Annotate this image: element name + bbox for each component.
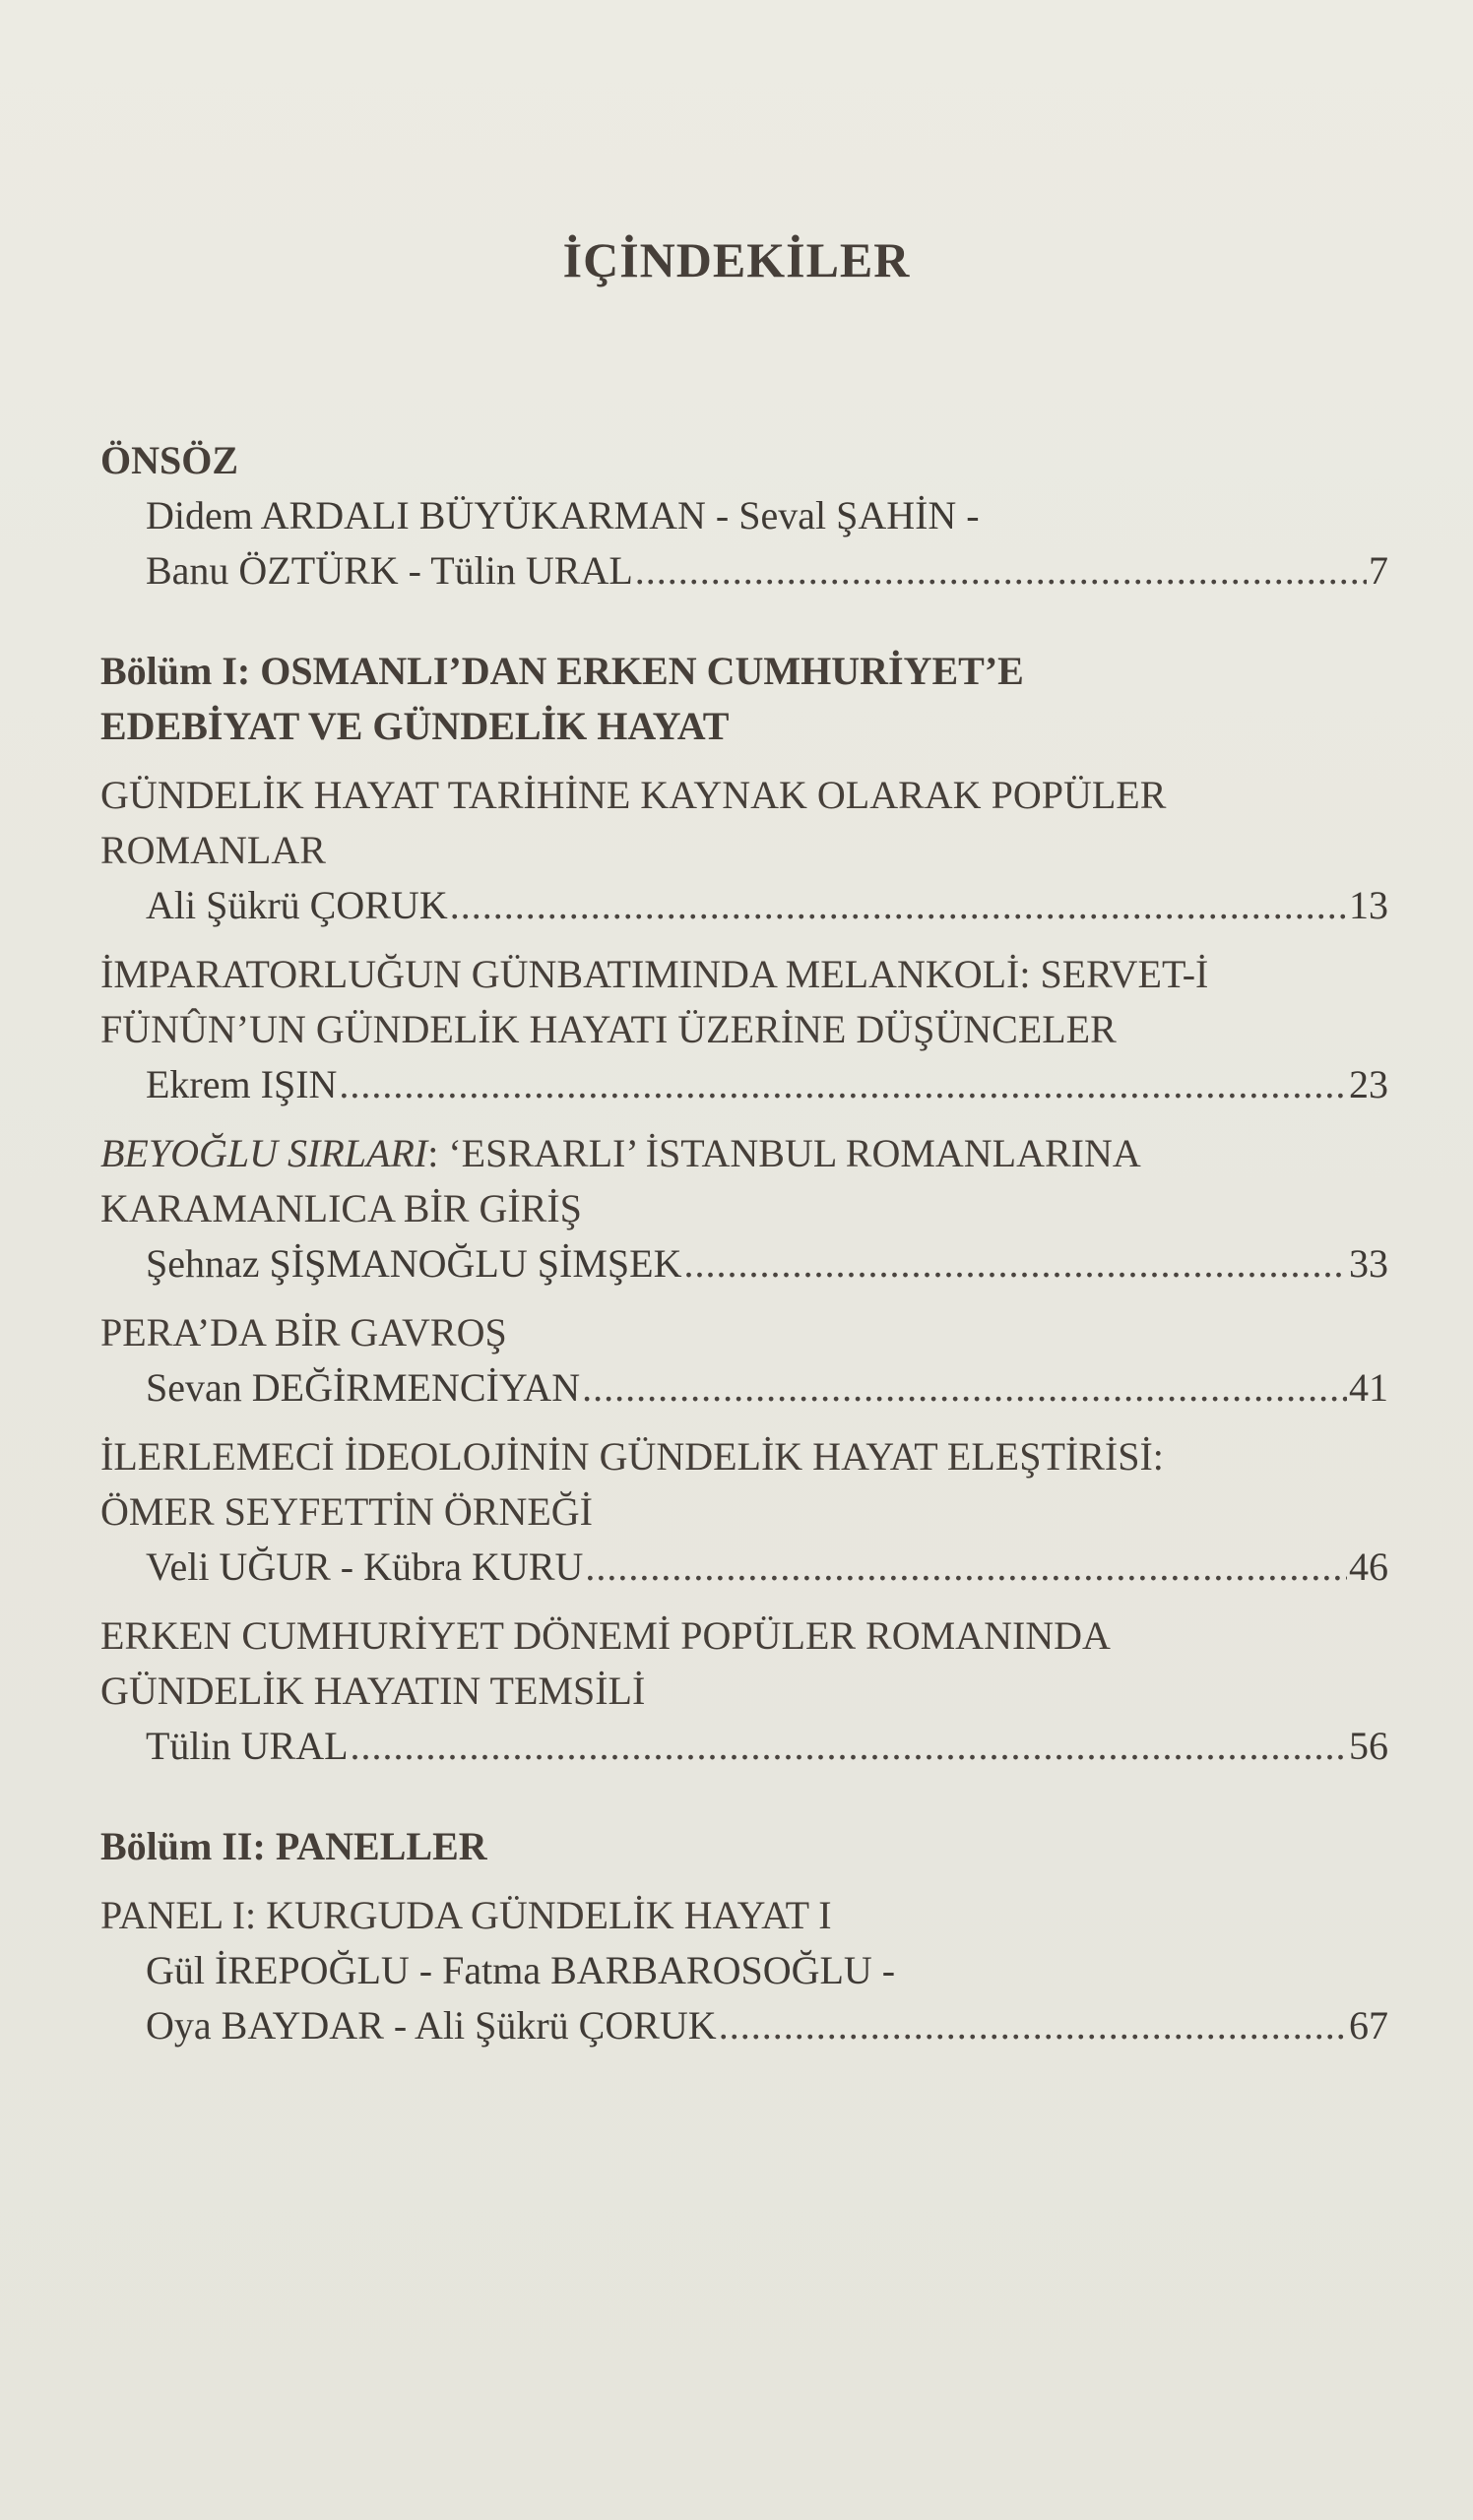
toc-entry-author: Ali Şükrü ÇORUK bbox=[146, 883, 448, 927]
toc-entry-title bbox=[100, 1126, 1388, 1181]
toc-entry-title: GÜNDELİK HAYATIN TEMSİLİ bbox=[100, 1669, 646, 1713]
toc-entry-page-number: 56 bbox=[1349, 1724, 1388, 1768]
page-title: İÇİNDEKİLER bbox=[562, 232, 911, 287]
preface-authors-line-2 bbox=[100, 543, 1388, 598]
toc-entry-title-rest: : ‘ESRARLI’ İSTANBUL ROMANLARINA bbox=[427, 1131, 1141, 1175]
toc-entry-page-number: 41 bbox=[1349, 1365, 1388, 1410]
toc-entry-author: Tülin URAL bbox=[146, 1724, 349, 1768]
toc-entry-author-line bbox=[100, 1236, 1388, 1292]
toc-entry-page-number: 23 bbox=[1349, 1062, 1388, 1106]
toc-entry-author: Ekrem IŞIN bbox=[146, 1062, 338, 1106]
preface-authors-text: Banu ÖZTÜRK - Tülin URAL bbox=[146, 548, 633, 593]
preface-page-number: 7 bbox=[1369, 548, 1388, 593]
toc-entry-title: GÜNDELİK HAYAT TARİHİNE KAYNAK OLARAK POPÜLER bbox=[100, 773, 1167, 817]
toc-entry-author: Sevan DEĞİRMENCİYAN bbox=[146, 1365, 581, 1410]
toc-entry-page-number: 46 bbox=[1349, 1544, 1388, 1589]
preface-authors-line-1: Didem ARDALI BÜYÜKARMAN - Seval ŞAHİN - bbox=[146, 493, 980, 537]
dot-leader bbox=[635, 543, 1367, 598]
toc-entry-author-line bbox=[100, 878, 1388, 933]
part2-heading: Bölüm II: PANELLER bbox=[100, 1824, 487, 1868]
toc-entry-title: ROMANLAR bbox=[100, 828, 326, 872]
toc-entry-title: PANEL I: KURGUDA GÜNDELİK HAYAT I bbox=[100, 1893, 832, 1937]
toc-entry-author: Oya BAYDAR - Ali Şükrü ÇORUK bbox=[146, 2003, 717, 2048]
toc-entry-author: Veli UĞUR - Kübra KURU bbox=[146, 1544, 584, 1589]
toc-entry-author-line bbox=[100, 1998, 1388, 2053]
toc-entry-title: İLERLEMECİ İDEOLOJİNİN GÜNDELİK HAYAT ELEŞTİRİSİ: bbox=[100, 1434, 1164, 1479]
toc-entry-title: ERKEN CUMHURİYET DÖNEMİ POPÜLER ROMANINDA bbox=[100, 1613, 1111, 1658]
part1-heading-line-2: EDEBİYAT VE GÜNDELİK HAYAT bbox=[100, 704, 730, 748]
toc-entry-title: İMPARATORLUĞUN GÜNBATIMINDA MELANKOLİ: SERVET-İ bbox=[100, 952, 1209, 996]
toc-entry-author-line bbox=[100, 1540, 1388, 1595]
toc-entry-title: FÜNÛN’UN GÜNDELİK HAYATI ÜZERİNE DÜŞÜNCELER bbox=[100, 1007, 1117, 1051]
dot-leader bbox=[339, 1057, 1347, 1112]
dot-leader bbox=[585, 1540, 1347, 1595]
toc-entry-title: PERA’DA BİR GAVROŞ bbox=[100, 1310, 507, 1354]
dot-leader bbox=[450, 878, 1347, 933]
toc-entry-title: ÖMER SEYFETTİN ÖRNEĞİ bbox=[100, 1489, 593, 1534]
toc-entry-page-number: 67 bbox=[1349, 2003, 1388, 2048]
toc-entry-title: KARAMANLICA BİR GİRİŞ bbox=[100, 1186, 582, 1230]
toc-entry-author-line bbox=[100, 1719, 1388, 1774]
dot-leader bbox=[351, 1719, 1347, 1774]
dot-leader bbox=[719, 1998, 1347, 2053]
toc-entry-page-number: 13 bbox=[1349, 883, 1388, 927]
toc-entry-author-line bbox=[100, 1057, 1388, 1112]
part1-heading-line-1: Bölüm I: OSMANLI’DAN ERKEN CUMHURİYET’E bbox=[100, 649, 1024, 693]
table-of-contents bbox=[100, 433, 1388, 2053]
preface-heading: ÖNSÖZ bbox=[100, 438, 239, 482]
toc-entry-page-number: 33 bbox=[1349, 1241, 1388, 1286]
toc-entry-title-italic: BEYOĞLU SIRLARI bbox=[100, 1131, 428, 1175]
dot-leader bbox=[582, 1360, 1347, 1416]
toc-entry-author: Şehnaz ŞİŞMANOĞLU ŞİMŞEK bbox=[146, 1241, 682, 1286]
toc-entry-author-line bbox=[100, 1360, 1388, 1416]
dot-leader bbox=[683, 1236, 1347, 1292]
toc-entry-author-line: Gül İREPOĞLU - Fatma BARBAROSOĞLU - bbox=[146, 1948, 896, 1992]
